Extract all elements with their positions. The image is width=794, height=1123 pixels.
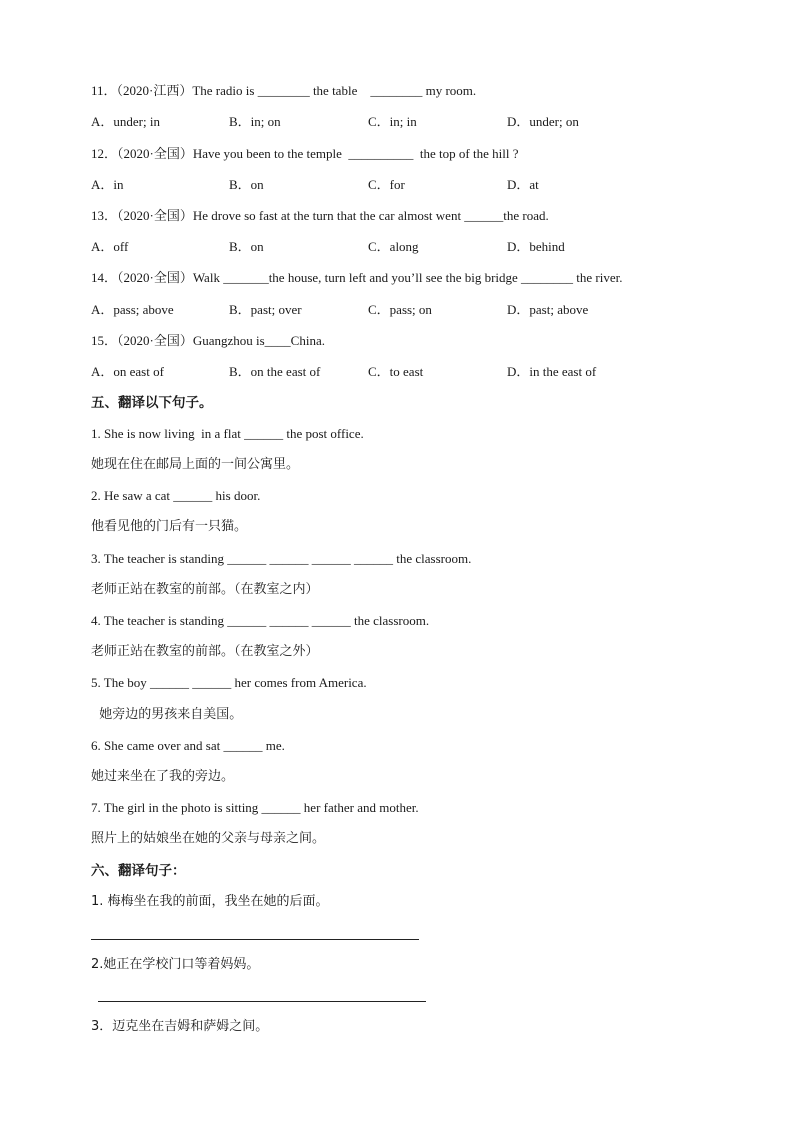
question-13-option-a: A．off: [91, 239, 129, 254]
question-15-option-c: C．to east: [368, 364, 424, 379]
s5-item-7-chinese: 照片上的姑娘坐在她的父亲与母亲之间。: [91, 831, 326, 846]
question-15-stem: 15．（2020·全国）Guangzhou is____China.: [91, 333, 325, 348]
question-15-option-a: A．on east of: [91, 364, 164, 379]
question-12-option-c: C．for: [368, 177, 405, 192]
s5-item-6-chinese: 她过来坐在了我的旁边。: [91, 769, 235, 784]
s5-item-2-chinese: 他看见他的门后有一只猫。: [91, 519, 248, 534]
s5-item-1-english: 1. She is now living in a flat ______ the post office.: [91, 426, 364, 441]
s6-item-3: 3．迈克坐在吉姆和萨姆之间。: [91, 1019, 269, 1034]
question-13-stem: 13．（2020·全国）He drove so fast at the turn that the car almost went ______the road.: [91, 208, 549, 223]
s5-item-5-english: 5. The boy ______ ______ her comes from America.: [91, 675, 367, 690]
question-12-option-a: A．in: [91, 177, 124, 192]
question-15-option-b: B．on the east of: [229, 364, 321, 379]
question-12-option-d: D．at: [507, 177, 539, 192]
s5-item-4-english: 4. The teacher is standing ______ ______ ______ the classroom.: [91, 613, 430, 628]
question-14-option-b: B．past; over: [229, 302, 302, 317]
question-13-option-b: B．on: [229, 239, 264, 254]
s5-item-5-chinese: 她旁边的男孩来自美国。: [91, 707, 243, 722]
s6-item-2: 2.她正在学校门口等着妈妈。: [91, 957, 260, 972]
question-13-option-d: D．behind: [507, 239, 565, 254]
question-14-option-d: D．past; above: [507, 302, 589, 317]
question-14-stem: 14．（2020·全国）Walk _______the house, turn left and you’ll see the big bridge ________ the river.: [91, 270, 623, 285]
s5-item-4-chinese: 老师正站在教室的前部。（在教室之外）: [91, 644, 319, 659]
question-11-option-b: B．in; on: [229, 114, 281, 129]
question-15-option-d: D．in the east of: [507, 364, 597, 379]
question-11-option-c: C．in; in: [368, 114, 417, 129]
question-12-stem: 12．（2020·全国）Have you been to the temple __________ the top of the hill ?: [91, 146, 519, 161]
s5-item-6-english: 6. She came over and sat ______ me.: [91, 738, 285, 753]
question-11-option-d: D．under; on: [507, 114, 579, 129]
answer-line-2[interactable]: [98, 1001, 426, 1002]
question-11-stem: 11．（2020·江西）The radio is ________ the table ________ my room.: [91, 83, 477, 98]
s6-item-1: 1. 梅梅坐在我的前面，我坐在她的后面。: [91, 894, 329, 909]
question-12-option-b: B．on: [229, 177, 264, 192]
s5-item-3-chinese: 老师正站在教室的前部。（在教室之内）: [91, 582, 319, 597]
s5-item-7-english: 7. The girl in the photo is sitting ______ her father and mother.: [91, 800, 419, 815]
question-13-option-c: C．along: [368, 239, 419, 254]
section-5-heading: 五、翻译以下句子。: [91, 395, 213, 411]
question-14-option-c: C．pass; on: [368, 302, 432, 317]
question-11-option-a: A．under; in: [91, 114, 160, 129]
s5-item-3-english: 3. The teacher is standing ______ ______ ______ ______ the classroom.: [91, 551, 472, 566]
s5-item-2-english: 2. He saw a cat ______ his door.: [91, 488, 261, 503]
s5-item-1-chinese: 她现在住在邮局上面的一间公寓里。: [91, 457, 300, 472]
answer-line-1[interactable]: [91, 939, 419, 940]
question-14-option-a: A．pass; above: [91, 302, 174, 317]
section-6-heading: 六、翻译句子：: [91, 863, 186, 879]
